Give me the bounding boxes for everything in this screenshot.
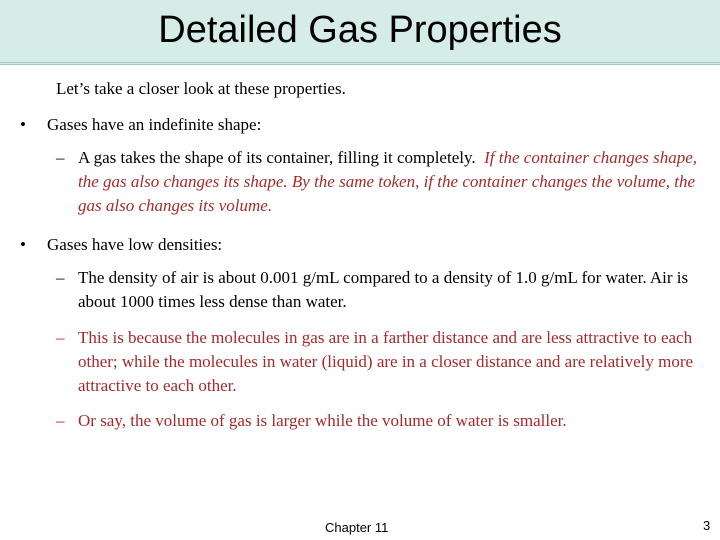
bullet-text: Gases have low densities:: [47, 235, 223, 254]
sub-bullet-container-shape: [56, 146, 706, 218]
sub-text-emphasis: If the container changes shape, the gas also changes its shape. By the same token, if the container changes the volume, the gas also changes its volume.: [78, 148, 698, 215]
slide-title: Detailed Gas Properties: [158, 9, 562, 51]
sub-text-plain: A gas takes the shape of its container, filling it completely.: [78, 148, 476, 167]
sub-bullet-air-density: [56, 266, 706, 314]
bullet-text: Gases have an indefinite shape:: [47, 115, 262, 134]
title-divider: [0, 62, 720, 63]
dash-marker: –: [56, 148, 65, 167]
dash-marker: –: [56, 328, 65, 347]
sub-bullet-volume-comparison: [56, 409, 706, 433]
sub-text: This is because the molecules in gas are in a farther distance and are less attractive to each other; while the molecules in water (liquid) are in a closer distance and are relatively more attractive to each other.: [78, 328, 694, 395]
sub-bullet-molecule-distance: [56, 326, 706, 398]
dash-marker: –: [56, 268, 65, 287]
page-number: 3: [703, 518, 711, 533]
sub-text: Or say, the volume of gas is larger while the volume of water is smaller.: [78, 411, 567, 430]
intro-text: Let’s take a closer look at these properties.: [56, 79, 346, 98]
footer-chapter: Chapter 11: [325, 520, 389, 535]
dash-marker: –: [56, 411, 65, 430]
sub-text: The density of air is about 0.001 g/mL compared to a density of 1.0 g/mL for water. Air is about 1000 times less dense than water.: [78, 268, 689, 311]
bullet-marker: •: [20, 235, 26, 254]
bullet-marker: •: [20, 115, 26, 134]
